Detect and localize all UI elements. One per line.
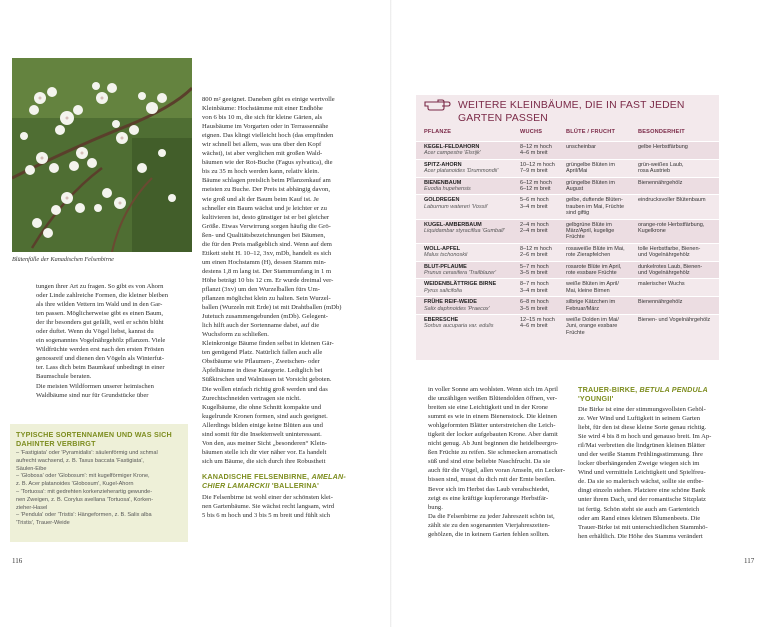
plant-common-name: KUGEL-AMBERBAUM [424, 221, 482, 228]
table-row [416, 219, 719, 243]
plant-latin-name: Liquidambar styraciflua 'Gumball' [424, 228, 505, 234]
bloom-cell-line: sind giftig [566, 210, 590, 217]
bloom-cell-line: März/April, kugelige [566, 228, 615, 234]
special-cell-line: und Vogelnährgehölz [638, 252, 690, 259]
plant-latin-name: Acer campestre 'Elsrijk' [424, 150, 481, 157]
right-column-a-text: in voller Sonne am wohlsten. Wenn sich im April die unzähligen weißen Blütendolden öffnen, ver- breiten sie eine Leichtigkeit und in der Krone summt es wie in einem Bienenstock. Die kleinen wohlgeformten Blätter unterstreichen die Leich- tigkeit der locker aufgebauten Krone. Aber damit nicht genug. Ab Juni beginnen die heidelbeergro- ßen Früchte zu reifen. Sie schmecken aromatisch süß und sind eine beliebte Naschfrucht. Da sie auch für die Vögel, allen voran Amseln, ein Lecker- bissen sind, musst du dich mit der Ernte beeilen. Bevor sich im Herbst das Laub verabschiedet, zeigt es eine kräftige kupferorange Herbstfär- bung. Da die Felsenbirne zu jeder Jahreszeit schön ist, zählt sie zu den sogenannten Vierjahreszeiten- gehölzen, die in keinem Garten fehlen sollten. [428, 386, 566, 538]
special-cell-line: dunkelrotes Laub, Bienen- [638, 263, 703, 270]
growth-cell [520, 317, 564, 330]
left-column-a-text: tungen ihrer Art zu fragen. So gibt es von Ahorn oder Linde zahlreiche Formen, die kleiner bleiben als ihre wilden Vettern im Wald und in den Gar- ten passen. Möglicherweise gibt es einen Baum, der ihr besonders gut gefällt, weil er schön blüht oder duftet. Wenn du Vögel liebst, kannst du ein sogenanntes Vogelnährgehölz pflanzen. Viele Wildfrüchte werden erst nach den ersten Frösten genossreif und dienen den Vögeln als Winterfut- ter. Lass dich beim Baumkauf unbedingt in einer Baumschule beraten. Die meisten Wildformen unserer heimischen Waldbäume sind nur für Grundstücke über [36, 283, 169, 399]
special-cell-line: Kugelkrone [638, 228, 666, 234]
bloom-cell-line: trauben im Mai, Früchte [566, 203, 625, 210]
special-cell [638, 281, 718, 287]
list-item: – 'Tortuosa': mit gedrehten korkenzieherartig gewunde- [16, 488, 153, 495]
table-row [416, 243, 719, 261]
special-cell-line: tolle Herbstfarbe, Bienen- [638, 245, 701, 252]
special-cell [638, 162, 718, 175]
bloom-cell-line: August [566, 186, 584, 192]
growth-cell-line: 8–7 m hoch [520, 281, 549, 288]
list-item: 'Tristis', Trauer-Weide [16, 520, 70, 527]
special-cell-line: Bienen- und Vogelnährgehölz [638, 317, 711, 323]
bloom-cell-line: Mai, kleine Birnen [566, 287, 610, 294]
table-row [416, 314, 719, 338]
growth-cell-line: 3–5 m breit [520, 270, 548, 276]
plant-latin-name: Pyrus salicifolia [424, 287, 462, 294]
bloom-cell [566, 144, 636, 150]
bloom-cell-line: rote Zierapfelchen [566, 252, 611, 259]
box-title: TYPISCHE SORTENNAMEN UND WAS SICH DAHINTER VERBIRGT [16, 430, 172, 448]
table-row [416, 296, 719, 314]
plant-name-cell [424, 180, 518, 193]
bloom-cell-line: unscheinbar [566, 144, 596, 150]
plant-latin-name: Malus tschonoskii [424, 252, 468, 259]
bloom-cell-line: Früchte [566, 329, 585, 336]
weeping-birch-heading: TRAUER-BIRKE, BETULA PENDULA 'YOUNGII' [578, 385, 708, 403]
table-row [416, 159, 719, 177]
plant-common-name: BIENENBAUM [424, 179, 462, 186]
bloom-cell-line: silbrige Kätzchen im [566, 299, 616, 306]
growth-cell-line: 5–7 m hoch [520, 263, 549, 270]
plant-name-cell [424, 197, 518, 210]
special-cell [638, 299, 718, 305]
right-page [392, 0, 784, 627]
special-cell [638, 264, 718, 277]
growth-cell [520, 197, 564, 210]
bloom-cell-line: rote essbare Früchte [566, 270, 617, 276]
growth-cell-line: 4–6 m breit [520, 323, 548, 330]
column-header-special: BESONDERHEIT [638, 129, 685, 135]
growth-cell-line: 3–4 m breit [520, 287, 548, 294]
serviceberry-blossom-photo [12, 58, 192, 252]
variety-names-box [10, 424, 188, 542]
special-cell [638, 222, 718, 235]
bloom-cell-line: rosarote Blüte im April, [566, 263, 622, 270]
right-column-b-text: Die Birke ist eine der stimmungsvollsten Gehöl- ze. Wer Wind und Luftigkeit in seinem Garten liebt, für den ist diese kleine Sorte genau richtig. Sie wird 4 bis 8 m hoch und genauso breit. Im Ap- ril/Mai verbreiten die lindgrünen kleinen Blätter und der weiße Stamm Frühlingsstimmung. Ihre locker überhängenden Zweige wiegen sich im Wind und vermitteln Leichtigkeit und Spielfreu- de. Da sie so malerisch wächst, sollte sie entbe- dingt einzeln stehen. Platziere eine schöne Bank unter ihrem Dach, und der romantische Sitzplatz ist fertig. Schön steht sie auch am Gartenteich oder am Rand eines kleinen Blumenbeets. Die Trauer-Birke ist mit unterschiedlichen Stammhö- hen erhältlich. Die Höhe des Stamms verändert [578, 406, 712, 540]
bloom-cell-line: grüngelbe Blüten im [566, 179, 615, 186]
bloom-cell [566, 197, 636, 216]
list-item: nen Zweigen, z. B. Corylus avellana 'Tortuosa', Korken- [16, 496, 154, 503]
growth-cell-line: 6–12 m breit [520, 186, 551, 192]
table-row [416, 141, 719, 159]
plant-name-cell [424, 144, 518, 157]
column-header-growth: WUCHS [520, 129, 543, 135]
special-cell-line: und Vogelnährgehölz [638, 270, 690, 276]
bloom-cell [566, 281, 636, 294]
bloom-cell-line: rosaweiße Blüte im Mai, [566, 245, 625, 252]
growth-cell-line: 2–4 m hoch [520, 221, 549, 228]
growth-cell [520, 144, 564, 157]
serviceberry-heading: KANADISCHE FELSENBIRNE, AMELAN- CHIER LAMARCKII 'BALLERINA' [202, 472, 346, 490]
growth-cell-line: 10–12 m hoch [520, 161, 555, 168]
bloom-cell-line: gelbe, duftende Blüten- [566, 197, 623, 204]
growth-cell-line: 12–15 m hoch [520, 317, 555, 323]
special-cell-line: eindrucksvoller Blütenbaum [638, 197, 706, 204]
serviceberry-text: Die Felsenbirne ist wohl einer der schönsten klei- nen Gartenbäume. Sie wächst recht langsam, wird 5 bis 6 m hoch und 3 bis 5 m breit und fühlt sich [202, 494, 335, 520]
special-cell-line: Bienennährgehölz [638, 179, 683, 186]
page-number-left: 116 [12, 557, 23, 565]
growth-cell [520, 299, 564, 312]
special-cell-line: rosa Austrieb [638, 168, 671, 175]
table-row [416, 278, 719, 296]
list-item: aufrecht wachsend, z. B. Taxus baccata 'Fastigiata', [16, 457, 144, 464]
table-row [416, 177, 719, 195]
bloom-cell-line: weiße Dolden im Mai/ [566, 317, 619, 323]
bloom-cell [566, 180, 636, 193]
growth-cell-line: 5–6 m hoch [520, 197, 549, 204]
special-cell-line: malerischer Wuchs [638, 281, 685, 288]
growth-cell-line: 8–12 m hoch [520, 245, 552, 252]
growth-cell-line: 2–6 m breit [520, 252, 548, 259]
blossom-illustration [12, 58, 192, 252]
bloom-cell-line: Früchte [566, 234, 585, 241]
plant-latin-name: Euodia hupehensis [424, 186, 471, 192]
list-item: z. B. Acer platanoides 'Globosum', Kugel-Ahorn [16, 481, 134, 488]
bloom-cell [566, 246, 636, 259]
plant-common-name: KEGEL-FELDAHORN [424, 144, 480, 150]
special-cell-line: orange-rote Herbstfärbung, [638, 221, 705, 228]
plant-name-cell [424, 162, 518, 175]
plant-common-name: FRÜHE REIF-WEIDE [424, 299, 477, 306]
left-column-b-text: 800 m² geeignet. Daneben gibt es einige wertvolle Kleinbäume: Hochstämme mit einer Endhöhe von 6 bis 10 m, die sich für kleine Gärten, als Hausbäume im Vorgarten oder in Terrassennähe eignen. Das klingt vielleicht hoch (das empfinden wir schnell bei allem, was uns über den Kopf wächst), ist aber verglichen mit großen Wald- bäumen wie der Rot-Buche (Fagus sylvatica), die bis zu 35 m hoch werden kann, relativ klein. Bäume schlagen preislich beim Pflanzenkauf am meisten zu Buche. Der Preis ist abhängig davon, wie groß und alt der Baum beim Kauf ist. Je schneller ein Baum wächst und je leichter er zu kultivieren ist, desto günstiger ist er bei gleicher Größe. Etwas Verwirrung sorgen häufig die Grö- ßen- und Qualitätsbezeichnungen bei Bäumen, die für den Preis maßgeblich sind. Wenn auf dem Etikett steht H. 10–12, 3xv, mDb, handelt es sich um einen Hochstamm (H), dessen Stamm min- destens 1,8 m lang ist. Der Stammumfang in 1 m Höhe beträgt 10 bis 12 cm. Er wurde dreimal ver- pflanzt (3xv) um den Wurzelballen fürs Um- pflanzen möglichst klein zu halten. Sein Wurzel- ballen (Wurzeln mit Erde) ist mit Drahtballen (mDb) Jutetuch zusammengebunden (mDb). Gelegent- lich hilft auch der Sortenname dabei, auf die Wuchsform zu schließen. Kleinkronige Bäume finden selbst in kleinen Gär- ten genügend Platz. Natürlich fallen auch alle Obstbäume wie Pflaumen-, Zwetschen- oder Äpfelbäume in diese Kategorie. Lediglich bei Süßkirschen und Walnüssen ist Vorsicht geboten. Die wollen einfach richtig groß werden und das Zurechtschneiden vertragen sie nicht. Kugelbäume, die ohne Schnitt kompakte und kugelrunde Kronen formen, sind auch geeignet. Allerdings bilden einige keine Blüten aus und sind somit für die Insektenwelt uninteressant. Von den, aus meiner Sicht „besonderen“ Klein- bäumen stelle ich dir vier näher vor. Es handelt sich um Bäume, die sich durch ihre Robustheit [202, 96, 342, 465]
growth-cell-line: 3–4 m breit [520, 203, 548, 210]
column-header-bloom: BLÜTE / FRUCHT [566, 129, 616, 135]
table-row [416, 194, 719, 218]
growth-cell [520, 281, 564, 294]
plant-common-name: GOLDREGEN [424, 197, 460, 204]
growth-cell-line: 2–4 m breit [520, 228, 548, 234]
growth-cell-line: 6–12 m hoch [520, 179, 552, 186]
bloom-cell [566, 317, 636, 336]
plant-common-name: SPITZ-AHORN [424, 161, 462, 168]
plant-name-cell [424, 299, 518, 312]
plant-name-cell [424, 246, 518, 259]
growth-cell-line: 7–9 m breit [520, 168, 548, 175]
bloom-cell-line: gelbgrüne Blüte im [566, 221, 612, 228]
table-header [416, 95, 719, 128]
photo-caption: Blütenfülle der Kanadischen Felsenbirne [12, 256, 114, 263]
bloom-cell [566, 162, 636, 175]
plant-latin-name: Acer platanoides 'Drummondii' [424, 168, 499, 175]
growth-cell [520, 222, 564, 235]
growth-cell [520, 162, 564, 175]
growth-cell [520, 246, 564, 259]
bloom-cell-line: grüngelbe Blüten im [566, 161, 615, 168]
special-cell [638, 197, 718, 203]
special-cell-line: gelbe Herbstfärbung [638, 144, 688, 150]
growth-cell-line: 8–12 m hoch [520, 144, 552, 150]
plant-common-name: WOLL-APFEL [424, 245, 461, 252]
growth-cell-line: 4–6 m breit [520, 150, 548, 157]
bloom-cell [566, 299, 636, 312]
special-cell [638, 180, 718, 186]
pointing-hand-icon [424, 99, 452, 111]
list-item: zieher-Hasel [16, 504, 48, 511]
growth-cell [520, 264, 564, 277]
plant-name-cell [424, 222, 518, 235]
small-trees-table [416, 95, 719, 360]
plant-name-cell [424, 264, 518, 277]
special-cell [638, 317, 718, 323]
plant-latin-name: Salix daphnoides 'Praecox' [424, 305, 490, 312]
special-cell [638, 144, 718, 150]
bloom-cell [566, 264, 636, 277]
bloom-cell [566, 222, 636, 241]
plant-latin-name: Laburnum watereri 'Vossii' [424, 203, 488, 210]
variety-list [16, 450, 158, 528]
plant-latin-name: Prunus cerasifera 'Trailblazer' [424, 270, 496, 276]
plant-name-cell [424, 317, 518, 330]
plant-name-cell [424, 281, 518, 294]
list-item: – 'Pendula' oder 'Tristis': Hängeformen, z. B. Salix alba [16, 512, 152, 519]
bloom-cell-line: Februar/März [566, 305, 600, 312]
column-header-plant: PFLANZE [424, 129, 452, 135]
plant-common-name: EBERESCHE [424, 317, 459, 323]
list-item: – 'Globosa' oder 'Globosum': mit kugelförmiger Krone, [16, 473, 150, 480]
plant-latin-name: Sorbus aucuparia var. edulis [424, 323, 494, 330]
growth-cell-line: 3–5 m breit [520, 305, 548, 312]
plant-common-name: WEIDENBLÄTTRIGE BIRNE [424, 281, 497, 288]
special-cell-line: Bienennährgehölz [638, 299, 683, 306]
bloom-cell-line: April/Mai [566, 168, 588, 175]
special-cell [638, 246, 718, 259]
bloom-cell-line: Juni, orange essbare [566, 323, 618, 330]
list-item: – 'Fastigiata' oder 'Pyramidalis': säulenförmig und schmal [16, 450, 158, 456]
plant-common-name: BLUT-PFLAUME [424, 263, 467, 270]
growth-cell-line: 6–8 m hoch [520, 299, 549, 306]
page-number-right: 117 [744, 557, 755, 565]
bloom-cell-line: weiße Blüten im April/ [566, 281, 619, 288]
special-cell-line: grün-weißes Laub, [638, 161, 684, 168]
table-title: WEITERE KLEINBÄUME, DIE IN FAST JEDEN GARTEN PASSEN [458, 100, 685, 124]
list-item: Säulen-Eibe [16, 465, 47, 472]
growth-cell [520, 180, 564, 193]
table-row [416, 261, 719, 279]
